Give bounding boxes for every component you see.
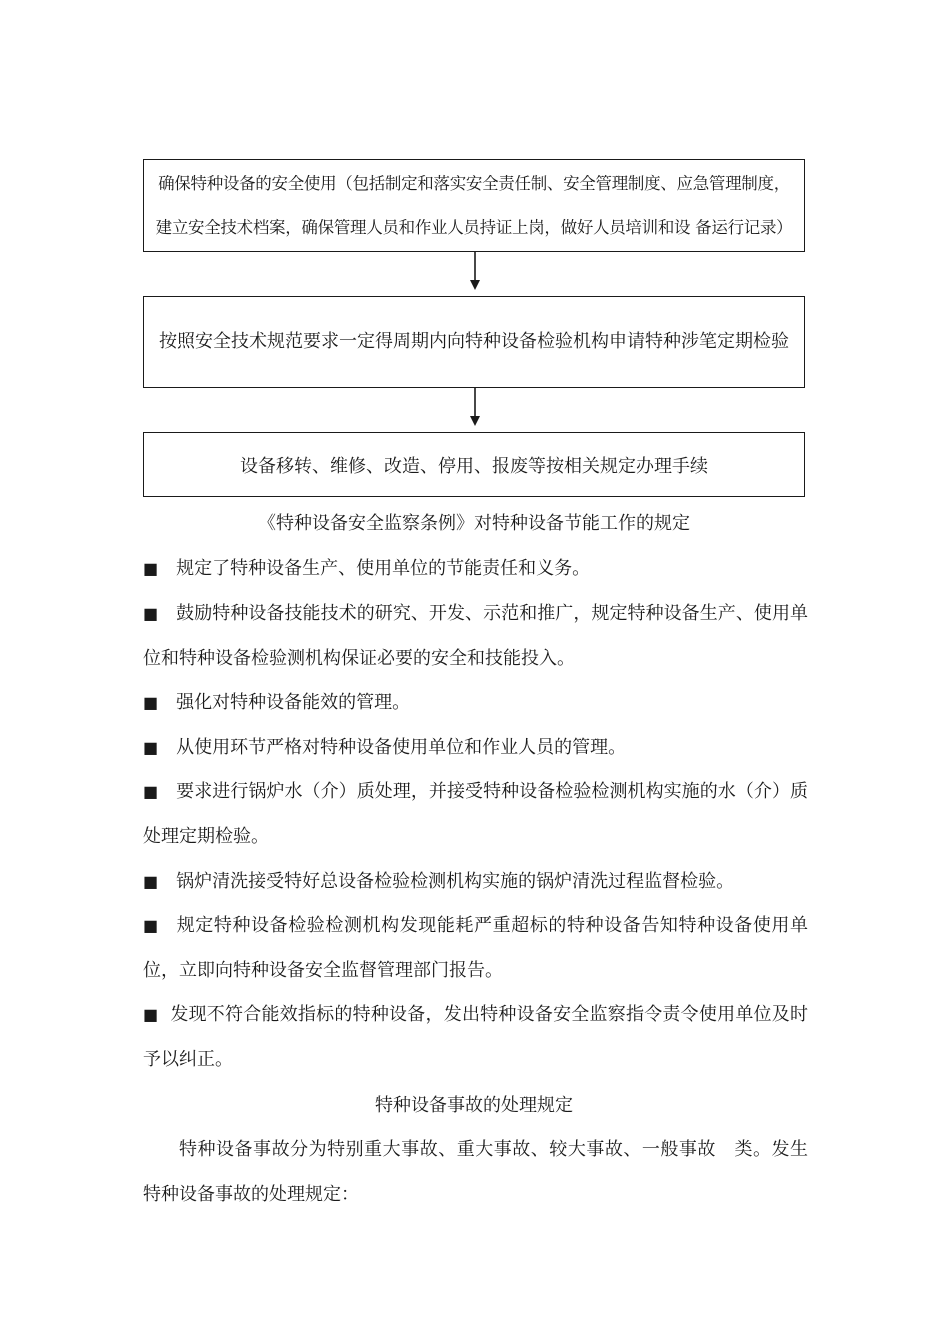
list-item — [143, 903, 808, 993]
bullet-square-icon: ■ — [143, 872, 159, 891]
bullet-square-icon: ■ — [143, 782, 159, 801]
flowchart-box-1 — [143, 159, 805, 252]
bullet-square-icon: ■ — [143, 738, 159, 757]
list-item — [143, 859, 808, 904]
list-item-text: 从使用环节严格对特种设备使用单位和作业人员的管理。 — [176, 737, 627, 758]
bullet-square-icon: ■ — [143, 916, 159, 935]
list-item-text: 发现不符合能效指标的特种设备，发出特种设备安全监察指令责令使用单位及时予以纠正。 — [143, 1004, 808, 1070]
list-item — [143, 680, 808, 725]
list-item-text: 要求进行锅炉水（介）质处理，并接受特种设备检验检测机构实施的水（介）质处理定期检验。 — [143, 781, 808, 847]
list-item-text: 规定特种设备检验检测机构发现能耗严重超标的特种设备告知特种设备使用单位，立即向特种设备安全监督管理部门报告。 — [143, 915, 808, 981]
bullet-square-icon: ■ — [143, 693, 159, 712]
list-item — [143, 725, 808, 770]
list-item — [143, 546, 808, 591]
down-arrow-icon — [468, 252, 482, 292]
list-item — [143, 769, 808, 859]
intro-paragraph: 特种设备事故分为特别重大事故、重大事故、较大事故、一般事故 类。发生特种设备事故的处理规定： — [143, 1139, 808, 1205]
bullet-square-icon: ■ — [143, 1005, 159, 1024]
flowchart-box-3 — [143, 432, 805, 497]
list-item-text: 规定了特种设备生产、使用单位的节能责任和义务。 — [176, 558, 591, 579]
section-heading-energy-saving: 《特种设备安全监察条例》对特种设备节能工作的规定 — [258, 513, 690, 534]
bullet-square-icon: ■ — [143, 559, 159, 578]
list-item — [143, 591, 808, 681]
flowchart-box-2-text: 按照安全技术规范要求一定得周期内向特种设备检验机构申请特种涉笔定期检验 — [159, 331, 789, 352]
flowchart-box-1-text: 确保特种设备的安全使用（包括制定和落实安全责任制、安全管理制度、应急管理制度，建立安全技术档案，确保管理人员和作业人员持证上岗，做好人员培训和设 备运行记录） — [155, 173, 793, 237]
flowchart-box-3-text: 设备移转、维修、改造、停用、报废等按相关规定办理手续 — [240, 455, 708, 477]
list-item-text: 鼓励特种设备技能技术的研究、开发、示范和推广，规定特种设备生产、使用单位和特种设备检验测机构保证必要的安全和技能投入。 — [143, 603, 808, 669]
section-heading-accident-handling: 特种设备事故的处理规定 — [375, 1095, 573, 1116]
list-item-text: 强化对特种设备能效的管理。 — [176, 692, 411, 713]
down-arrow-icon — [468, 388, 482, 428]
list-item — [143, 992, 808, 1082]
flowchart-box-2 — [143, 296, 805, 388]
list-item-text: 锅炉清洗接受特好总设备检验检测机构实施的锅炉清洗过程监督检验。 — [176, 871, 735, 892]
bullet-square-icon: ■ — [143, 604, 159, 623]
